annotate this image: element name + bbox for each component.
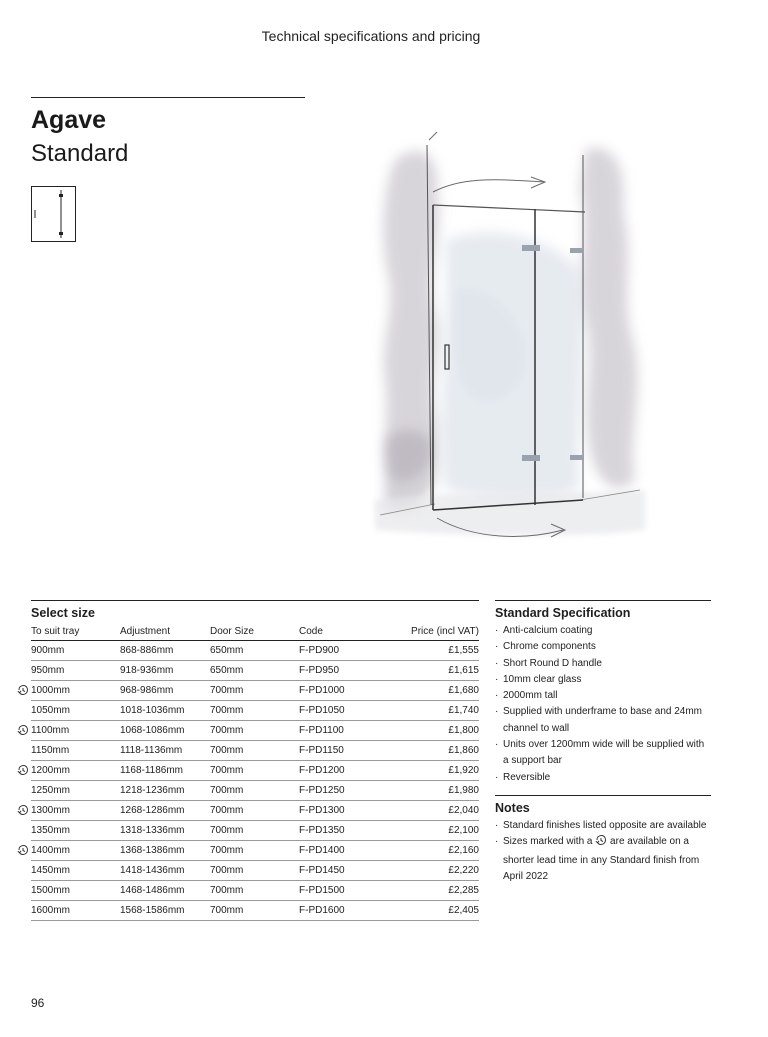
cell-tray-text: 1450mm — [31, 865, 70, 876]
cell-door-size — [210, 801, 299, 821]
cell-tray — [31, 721, 120, 741]
note-text-after: are available on a shorter lead time in any Standard finish from April 2022 — [503, 836, 700, 882]
cell-adjustment-text: 968-986mm — [120, 685, 174, 696]
specification-title: Standard Specification — [495, 606, 631, 620]
cell-code-text: F-PD1000 — [299, 685, 345, 696]
cell-adjustment — [120, 681, 210, 701]
cell-price — [389, 901, 479, 921]
cell-price-text: £2,285 — [448, 885, 479, 896]
cell-tray-text: 1500mm — [31, 885, 70, 896]
specification-divider — [495, 600, 711, 601]
table-row — [31, 901, 479, 921]
spec-item: · 2000mm tall — [495, 688, 711, 704]
cell-adjustment — [120, 861, 210, 881]
cell-price-text: £2,405 — [448, 905, 479, 916]
cell-code — [299, 861, 389, 881]
cell-adjustment — [120, 881, 210, 901]
notes-divider — [495, 795, 711, 796]
cell-code — [299, 841, 389, 861]
cell-price — [389, 821, 479, 841]
cell-price — [389, 861, 479, 881]
product-variant: Standard — [31, 140, 129, 167]
cell-door-size-text: 700mm — [210, 885, 244, 896]
cell-price-text: £2,160 — [448, 845, 479, 856]
cell-adjustment — [120, 901, 210, 921]
page-number: 96 — [31, 996, 45, 1010]
cell-tray — [31, 701, 120, 721]
table-row — [31, 861, 479, 881]
cell-adjustment-text: 1268-1286mm — [120, 805, 185, 816]
table-row — [31, 721, 479, 741]
cell-tray — [31, 841, 120, 861]
cell-door-size-text: 650mm — [210, 645, 244, 656]
specification-section — [495, 600, 711, 885]
cell-code — [299, 661, 389, 681]
cell-door-size-text: 650mm — [210, 665, 244, 676]
cell-tray — [31, 861, 120, 881]
spec-item: · Anti-calcium coating — [495, 623, 711, 639]
cell-price — [389, 681, 479, 701]
cell-adjustment — [120, 661, 210, 681]
column-header-code: Code — [299, 622, 389, 641]
cell-door-size-text: 700mm — [210, 705, 244, 716]
title-divider — [31, 97, 305, 98]
size-table-section — [31, 600, 479, 921]
cell-code — [299, 781, 389, 801]
cell-adjustment-text: 1568-1586mm — [120, 905, 185, 916]
shower-door-illustration — [365, 120, 650, 550]
cell-door-size — [210, 641, 299, 661]
cell-tray-text: 950mm — [31, 665, 65, 676]
cell-door-size — [210, 681, 299, 701]
cell-price-text: £1,615 — [448, 665, 479, 676]
table-row — [31, 841, 479, 861]
cell-code — [299, 741, 389, 761]
cell-adjustment-text: 1068-1086mm — [120, 725, 185, 736]
cell-door-size — [210, 861, 299, 881]
cell-adjustment — [120, 801, 210, 821]
cell-code — [299, 721, 389, 741]
cell-price-text: £1,680 — [448, 685, 479, 696]
cell-price-text: £1,920 — [448, 765, 479, 776]
cell-code-text: F-PD1250 — [299, 785, 345, 796]
cell-code-text: F-PD1050 — [299, 705, 345, 716]
cell-door-size — [210, 741, 299, 761]
spec-item: · 10mm clear glass — [495, 672, 711, 688]
cell-price — [389, 841, 479, 861]
cell-code-text: F-PD1200 — [299, 765, 345, 776]
table-row — [31, 881, 479, 901]
cell-tray — [31, 681, 120, 701]
cell-adjustment-text: 1368-1386mm — [120, 845, 185, 856]
cell-door-size-text: 700mm — [210, 805, 244, 816]
cell-code-text: F-PD1300 — [299, 805, 345, 816]
table-row — [31, 661, 479, 681]
cell-code — [299, 701, 389, 721]
cell-adjustment-text: 1318-1336mm — [120, 825, 185, 836]
cell-price-text: £1,800 — [448, 725, 479, 736]
table-row — [31, 761, 479, 781]
cell-price-text: £1,860 — [448, 745, 479, 756]
cell-door-size-text: 700mm — [210, 685, 244, 696]
cell-door-size — [210, 821, 299, 841]
cell-adjustment-text: 918-936mm — [120, 665, 174, 676]
cell-price-text: £2,040 — [448, 805, 479, 816]
cell-code — [299, 901, 389, 921]
cell-code-text: F-PD1600 — [299, 905, 345, 916]
specification-list — [495, 623, 711, 786]
cell-code-text: F-PD1100 — [299, 725, 344, 736]
cell-tray-text: 1300mm — [31, 805, 70, 816]
cell-price — [389, 661, 479, 681]
cell-door-size-text: 700mm — [210, 825, 244, 836]
table-row — [31, 741, 479, 761]
hinged-door-diagram-icon — [31, 186, 77, 247]
cell-door-size-text: 700mm — [210, 745, 244, 756]
cell-adjustment — [120, 701, 210, 721]
cell-price — [389, 801, 479, 821]
cell-adjustment-text: 1468-1486mm — [120, 885, 185, 896]
column-header-door-size: Door Size — [210, 622, 299, 641]
table-row — [31, 641, 479, 661]
cell-door-size — [210, 781, 299, 801]
cell-door-size — [210, 661, 299, 681]
cell-door-size-text: 700mm — [210, 845, 244, 856]
table-row — [31, 781, 479, 801]
cell-tray-text: 1600mm — [31, 905, 70, 916]
cell-door-size — [210, 881, 299, 901]
cell-adjustment — [120, 761, 210, 781]
size-table — [31, 622, 479, 921]
cell-tray-text: 1150mm — [31, 745, 70, 756]
cell-code-text: F-PD1500 — [299, 885, 345, 896]
cell-tray — [31, 781, 120, 801]
cell-door-size-text: 700mm — [210, 785, 244, 796]
cell-tray-text: 1200mm — [31, 765, 70, 776]
cell-door-size — [210, 901, 299, 921]
column-header-price: Price (incl VAT) — [389, 622, 479, 641]
cell-price — [389, 701, 479, 721]
note-text-before: Sizes marked with a — [503, 836, 593, 848]
cell-code-text: F-PD1350 — [299, 825, 345, 836]
table-row — [31, 681, 479, 701]
cell-adjustment-text: 1118-1136mm — [120, 745, 183, 756]
cell-tray — [31, 801, 120, 821]
spec-item: · Supplied with underframe to base and 24mm channel to wall — [495, 704, 711, 737]
cell-code — [299, 681, 389, 701]
cell-door-size — [210, 761, 299, 781]
cell-code — [299, 761, 389, 781]
cell-adjustment — [120, 641, 210, 661]
cell-price — [389, 641, 479, 661]
cell-code — [299, 801, 389, 821]
cell-adjustment — [120, 841, 210, 861]
cell-code-text: F-PD1400 — [299, 845, 345, 856]
spec-item: · Reversible — [495, 770, 711, 786]
cell-price-text: £1,740 — [448, 705, 479, 716]
cell-door-size — [210, 701, 299, 721]
cell-code — [299, 821, 389, 841]
cell-code — [299, 881, 389, 901]
cell-price — [389, 761, 479, 781]
cell-tray-text: 1050mm — [31, 705, 70, 716]
cell-price — [389, 721, 479, 741]
cell-code — [299, 641, 389, 661]
cell-price — [389, 781, 479, 801]
cell-adjustment-text: 1418-1436mm — [120, 865, 185, 876]
cell-code-text: F-PD1150 — [299, 745, 344, 756]
spec-item: · Units over 1200mm wide will be supplied with a support bar — [495, 737, 711, 770]
cell-adjustment-text: 1018-1036mm — [120, 705, 185, 716]
spec-item: · Short Round D handle — [495, 656, 711, 672]
cell-door-size-text: 700mm — [210, 765, 244, 776]
cell-adjustment — [120, 821, 210, 841]
cell-tray-text: 900mm — [31, 645, 65, 656]
cell-code-text: F-PD900 — [299, 645, 340, 656]
quick-lead-time-icon — [595, 834, 607, 852]
cell-tray-text: 1250mm — [31, 785, 70, 796]
size-table-title: Select size — [31, 606, 95, 620]
size-table-divider — [31, 600, 479, 601]
product-name: Agave — [31, 106, 107, 134]
cell-code-text: F-PD1450 — [299, 865, 345, 876]
cell-door-size — [210, 721, 299, 741]
size-table-header-row — [31, 622, 479, 641]
cell-door-size-text: 700mm — [210, 905, 244, 916]
table-row — [31, 801, 479, 821]
table-row — [31, 821, 479, 841]
cell-tray — [31, 641, 120, 661]
cell-tray-text: 1000mm — [31, 685, 70, 696]
cell-price — [389, 881, 479, 901]
cell-adjustment-text: 1168-1186mm — [120, 765, 183, 776]
cell-tray — [31, 741, 120, 761]
cell-tray — [31, 881, 120, 901]
page-header-title: Technical specifications and pricing — [261, 28, 481, 44]
cell-adjustment — [120, 781, 210, 801]
cell-price-text: £2,100 — [448, 825, 479, 836]
column-header-tray: To suit tray — [31, 622, 120, 641]
note-item: · Standard finishes listed opposite are available — [495, 818, 711, 834]
cell-code-text: F-PD950 — [299, 665, 340, 676]
cell-tray — [31, 761, 120, 781]
cell-tray-text: 1400mm — [31, 845, 70, 856]
cell-adjustment-text: 868-886mm — [120, 645, 174, 656]
notes-title: Notes — [495, 800, 530, 815]
cell-price-text: £1,555 — [448, 645, 479, 656]
cell-adjustment — [120, 741, 210, 761]
table-row — [31, 701, 479, 721]
cell-door-size-text: 700mm — [210, 725, 244, 736]
spec-item: · Chrome components — [495, 639, 711, 655]
cell-tray-text: 1100mm — [31, 725, 70, 736]
cell-tray — [31, 661, 120, 681]
cell-price — [389, 741, 479, 761]
cell-door-size — [210, 841, 299, 861]
cell-door-size-text: 700mm — [210, 865, 244, 876]
column-header-adjustment: Adjustment — [120, 622, 210, 641]
cell-tray — [31, 821, 120, 841]
cell-price-text: £1,980 — [448, 785, 479, 796]
cell-adjustment — [120, 721, 210, 741]
cell-price-text: £2,220 — [448, 865, 479, 876]
notes-list — [495, 818, 711, 885]
cell-adjustment-text: 1218-1236mm — [120, 785, 185, 796]
cell-tray — [31, 901, 120, 921]
cell-tray-text: 1350mm — [31, 825, 70, 836]
note-item — [495, 834, 711, 885]
